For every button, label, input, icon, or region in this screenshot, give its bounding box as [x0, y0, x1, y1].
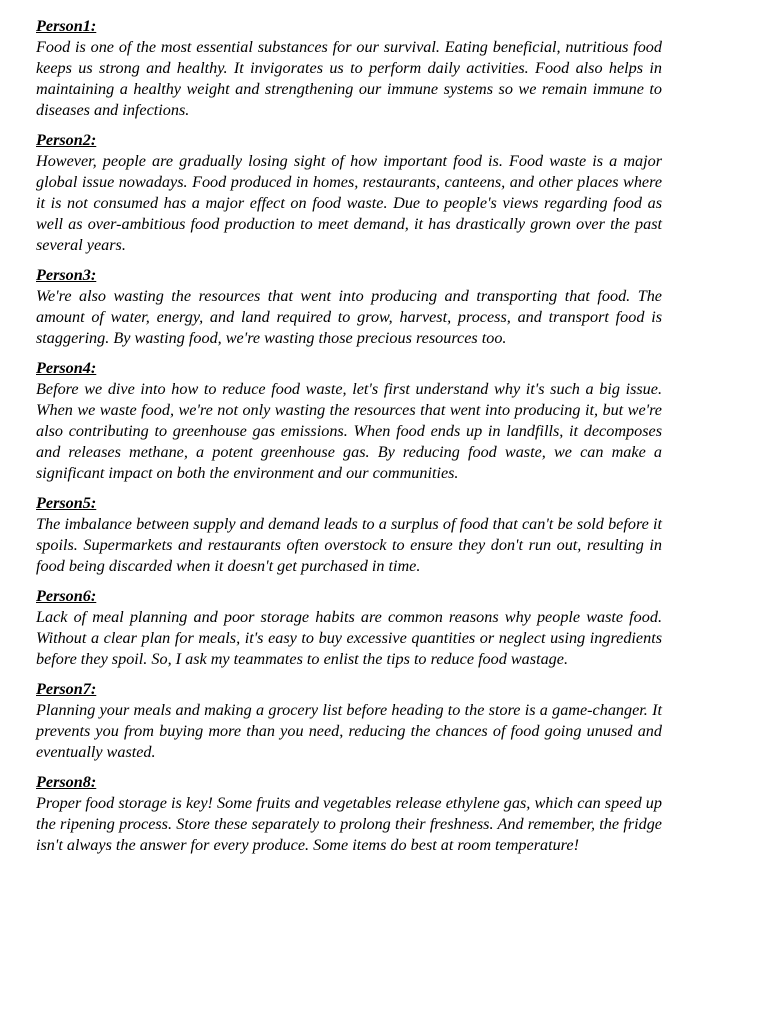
- dialogue-entry: [36, 772, 662, 856]
- speech-text: However, people are gradually losing sight of how important food is. Food waste is a major global issue nowadays. Food produced in homes, restaurants, canteens, and other places where it is not consumed has a major effect on food waste. Due to people's views regarding food as well as over-ambitious food production to meet demand, it has drastically grown over the past several years.: [36, 152, 662, 254]
- speech-text: Before we dive into how to reduce food waste, let's first understand why it's such a big issue. When we waste food, we're not only wasting the resources that went into producing it, but we're also contributing to greenhouse gas emissions. When food ends up in landfills, it decomposes and releases methane, a potent greenhouse gas. By reducing food waste, we can make a significant impact on both the environment and our communities.: [36, 380, 662, 482]
- speaker-label: Person4:: [36, 359, 97, 377]
- speaker-label: Person2:: [36, 131, 97, 149]
- speech-text: The imbalance between supply and demand leads to a surplus of food that can't be sold before it spoils. Supermarkets and restaurants often overstock to ensure they don't run out, resulting in food being discarded when it doesn't get purchased in time.: [36, 515, 662, 575]
- dialogue-entry: [36, 586, 662, 670]
- speech-text: Lack of meal planning and poor storage habits are common reasons why people waste food. Without a clear plan for meals, it's easy to buy excessive quantities or neglect using ingredients before they spoil. So, I ask my teammates to enlist the tips to reduce food wastage.: [36, 608, 662, 668]
- speech-text: Food is one of the most essential substances for our survival. Eating beneficial, nutritious food keeps us strong and healthy. It invigorates us to perform daily activities. Food also helps in maintaining a healthy weight and strengthening our immune systems so we remain immune to diseases and infections.: [36, 38, 662, 119]
- speech-text: Planning your meals and making a grocery list before heading to the store is a game-changer. It prevents you from buying more than you need, reducing the chances of food going unused and eventually wasted.: [36, 701, 662, 761]
- speaker-label: Person7:: [36, 680, 97, 698]
- dialogue-entry: [36, 16, 662, 121]
- dialogue-entry: [36, 493, 662, 577]
- speaker-label: Person1:: [36, 17, 97, 35]
- speaker-label: Person8:: [36, 773, 97, 791]
- speech-text: Proper food storage is key! Some fruits and vegetables release ethylene gas, which can speed up the ripening process. Store these separately to prolong their freshness. And remember, the fridge isn't always the answer for every produce. Some items do best at room temperature!: [36, 794, 662, 854]
- dialogue-entry: [36, 679, 662, 763]
- speaker-label: Person3:: [36, 266, 97, 284]
- speaker-label: Person5:: [36, 494, 97, 512]
- dialogue-entry: [36, 265, 662, 349]
- speech-text: We're also wasting the resources that went into producing and transporting that food. The amount of water, energy, and land required to grow, harvest, process, and transport food is staggering. By wasting food, we're wasting those precious resources too.: [36, 287, 662, 347]
- dialogue-entry: [36, 130, 662, 256]
- document-page: [36, 16, 662, 865]
- speaker-label: Person6:: [36, 587, 97, 605]
- dialogue-entry: [36, 358, 662, 484]
